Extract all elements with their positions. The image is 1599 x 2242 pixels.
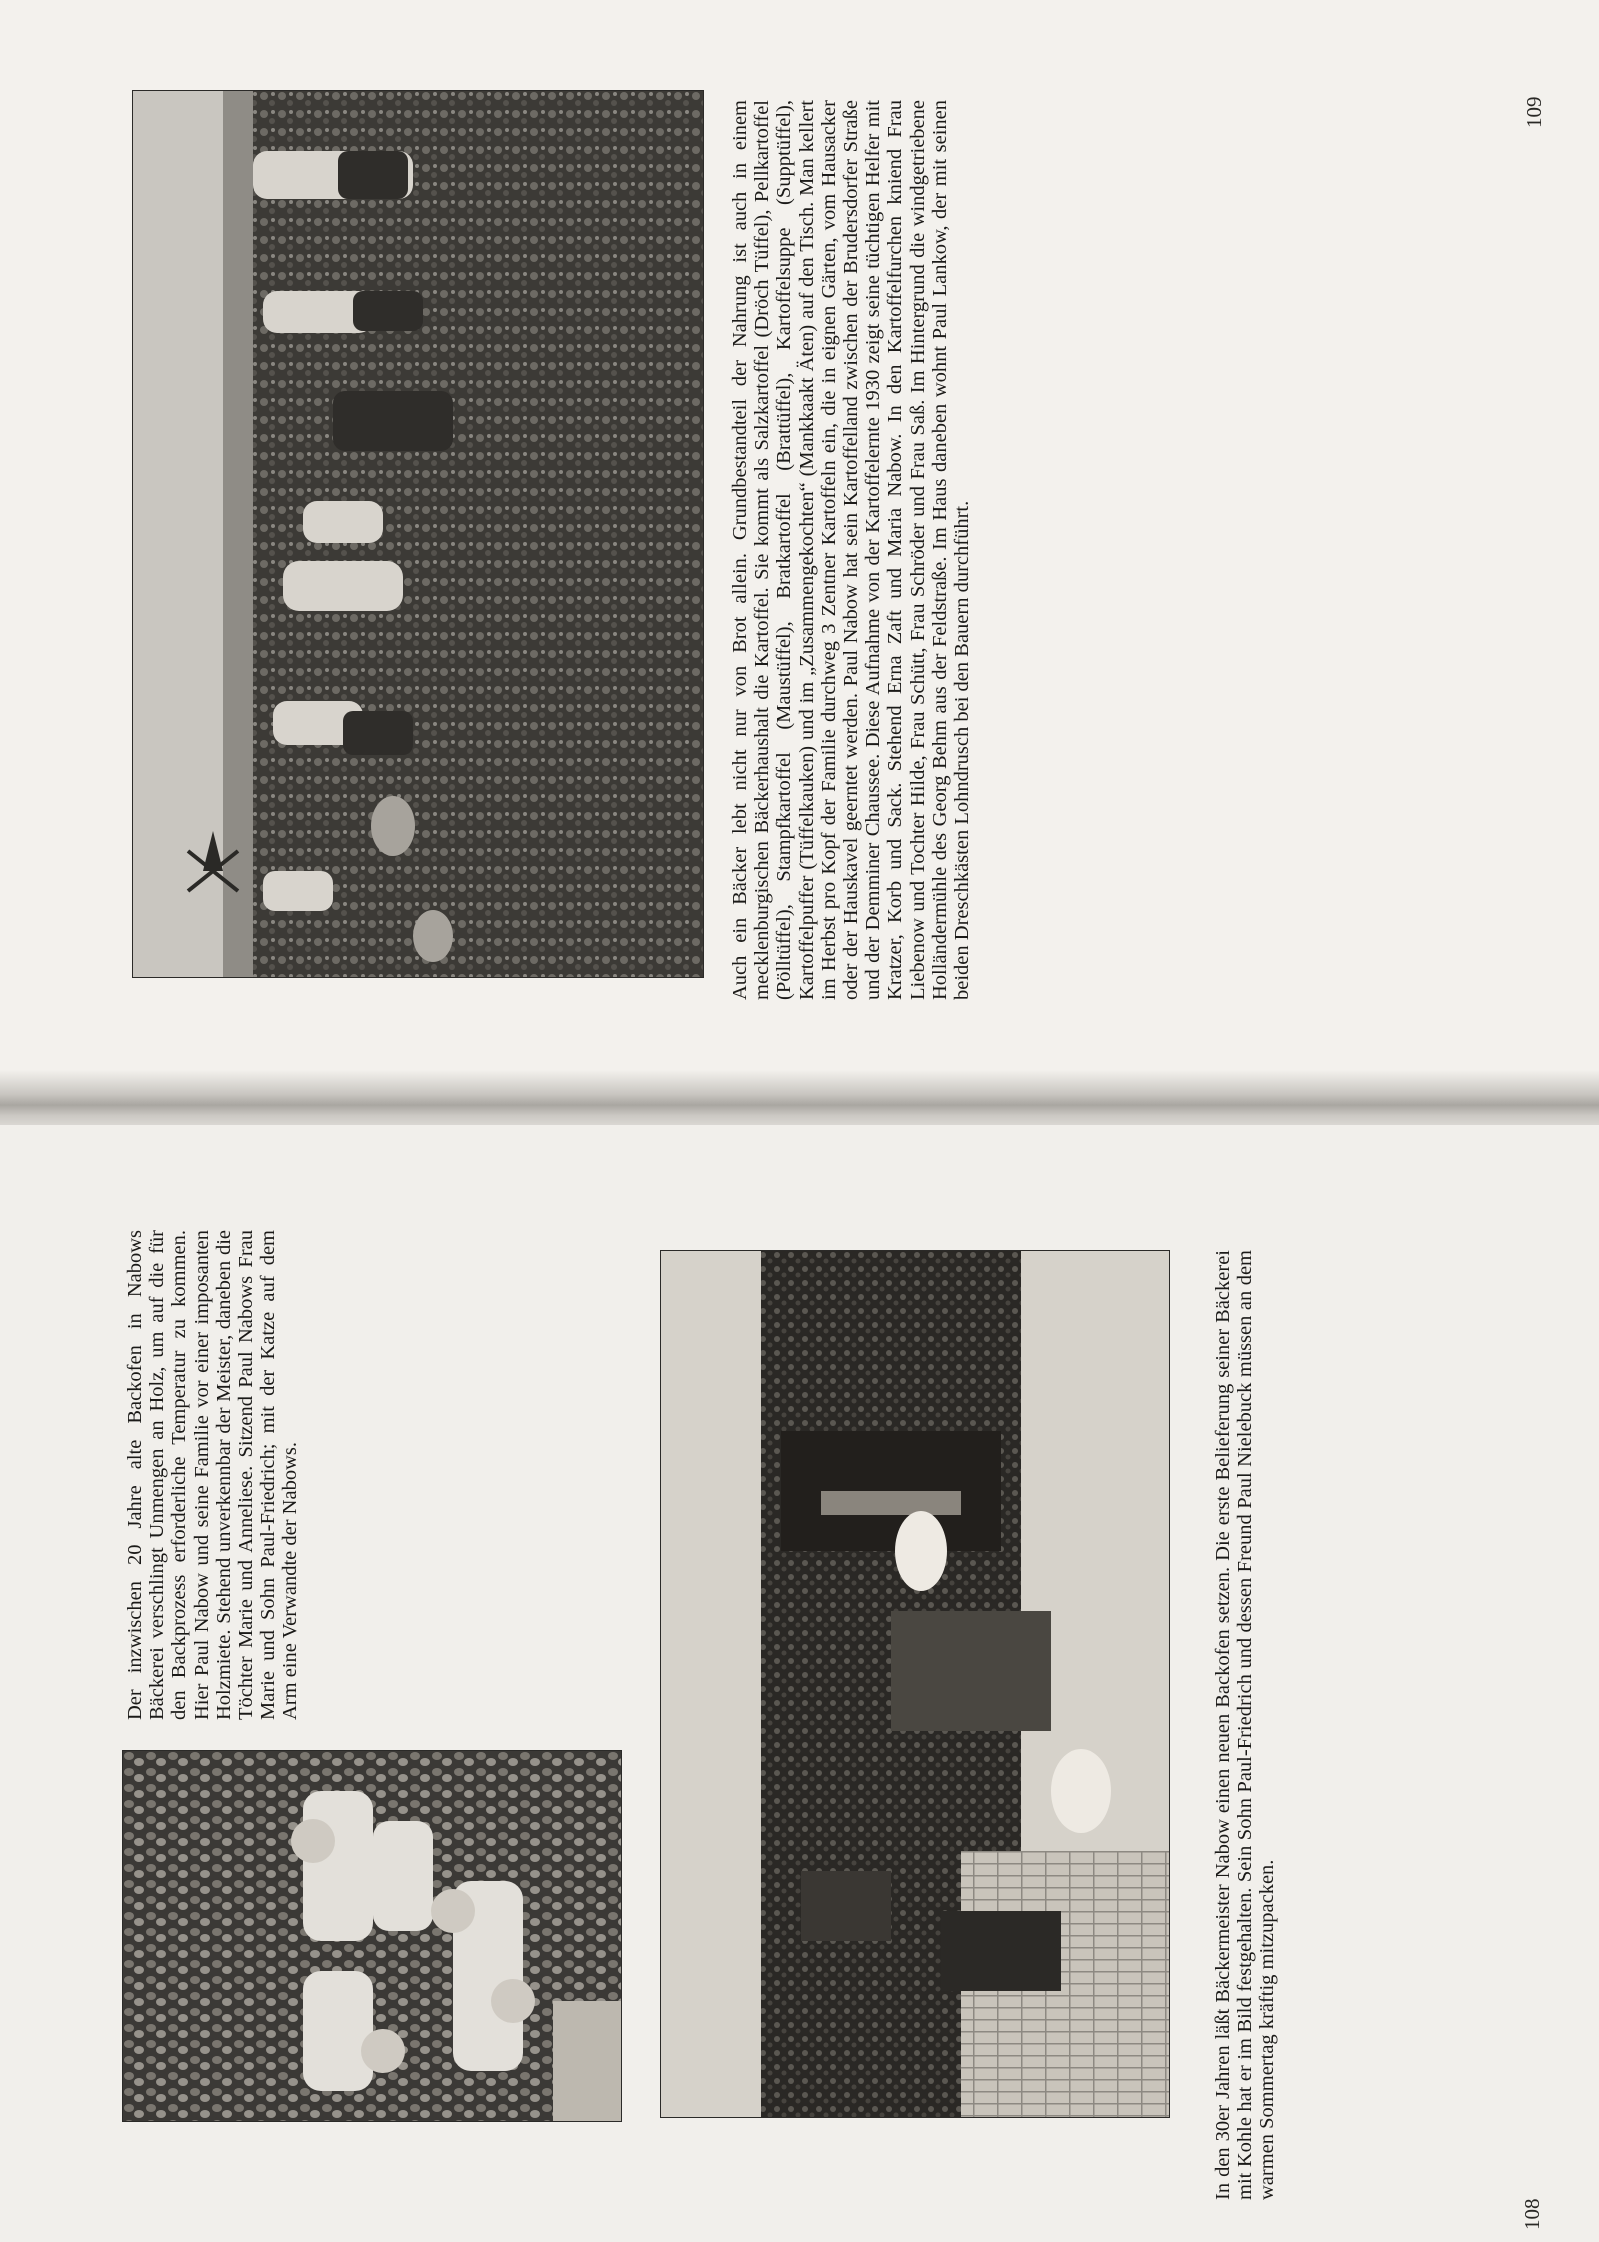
potato-harvest-photo bbox=[132, 90, 704, 978]
oven-caption bbox=[124, 1230, 302, 1720]
coal-caption bbox=[1212, 1250, 1279, 2200]
coal-caption-text: In den 30er Jahren läßt Bäckermeister Nabow einen neuen Backofen setzen. Die erste Belieferung seiner Bäckerei mit Kohle hat er im Bild festgehalten. Sein Sohn Paul-Friedrich und dessen Freund Paul Nielebuck müssen an dem warmen Sommertag kräftig mitzupacken. bbox=[1212, 1250, 1279, 2200]
page-number-109: 109 bbox=[1522, 96, 1546, 128]
harvest-caption bbox=[729, 100, 973, 1000]
oven-caption-text: Der inzwischen 20 Jahre alte Backofen in Nabows Bäckerei verschlingt Unmengen an Holz, um auf die für den Backprozess erforderliche Temperatur zu kommen. Hier Paul Nabow und seine Familie vor einer imposanten Holzmiete. Stehend unverkennbar der Meister, daneben die Töchter Marie und Anneliese. Sitzend Paul Nabows Frau Marie und Sohn Paul-Friedrich; mit der Katze auf dem Arm eine Verwandte der Nabows. bbox=[124, 1230, 302, 1720]
coal-delivery-photo bbox=[660, 1250, 1170, 2118]
family-wood-pile-photo bbox=[122, 1750, 622, 2122]
harvest-caption-text: Auch ein Bäcker lebt nicht nur von Brot allein. Grundbestandteil der Nahrung ist auch in einem mecklenburgischen Bäckerhaushalt die Kartoffel. Sie kommt als Salzkartoffel (Dröch Tüffel), Pellkartoffel (Pölltüffel), Stampfkartoffel (Maustüffel), Bratkartoffel (Brattüffel), Kartoffelsuppe (Supptüffel), Kartoffelpuffer (Tüffelkauken) und im „Zusammengekochten“ (Mankkaakt Äten) auf den Tisch. Man kellert im Herbst pro Kopf der Familie durchweg 3 Zentner Kartoffeln ein, die in eignen Gärten, vom Hausacker oder der Hauskavel geerntet werden. Paul Nabow hat sein Kartoffelland zwischen der Brudersdorfer Straße und der Demminer Chaussee. Diese Aufnahme von der Kartoffelernte 1930 zeigt seine tüchtigen Helfer mit Kratzer, Korb und Sack. Stehend Erna Zaft und Maria Nabow. In den Kartoffelfurchen kniend Frau Liebenow und Tochter Hilde, Frau Schütt, Frau Schröder und Frau Saß. Im Hintergrund die windgetriebene Holländermühle des Georg Behm aus der Feldstraße. Im Haus daneben wohnt Paul Lankow, der mit seinen beiden Dreschkästen Lohndrusch bei den Bauern durchführt. bbox=[729, 100, 974, 1000]
page-number-108: 108 bbox=[1520, 2198, 1544, 2230]
